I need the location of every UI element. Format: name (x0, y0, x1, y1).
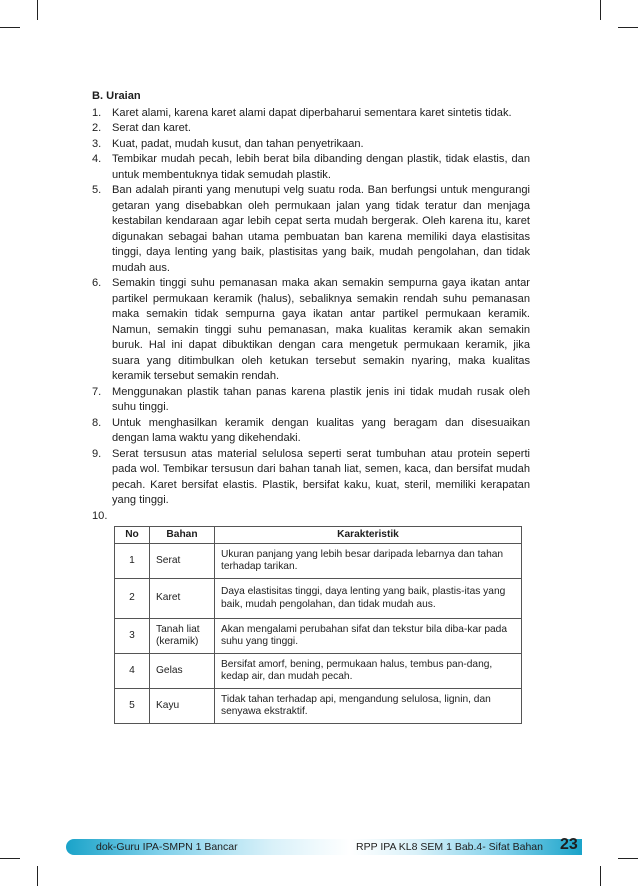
item-text: Tembikar mudah pecah, lebih berat bila dibanding dengan plastik, tidak elastis, dan untuk membentuknya tidak semudah plastik. (112, 153, 530, 181)
footer-chapter: RPP IPA KL8 SEM 1 Bab.4- Sifat Bahan (356, 841, 543, 853)
page-number: 23 (560, 836, 578, 853)
item-number: 2. (92, 122, 102, 134)
cell-karakteristik: Ukuran panjang yang lebih besar daripada lebarnya dan tahan terhadap tarikan. (215, 544, 522, 579)
header-no: No (115, 527, 150, 544)
cell-karakteristik: Tidak tahan terhadap api, mengandung selulosa, lignin, dan senyawa ekstraktif. (215, 689, 522, 724)
cell-bahan: Karet (150, 579, 215, 619)
item-number: 9. (92, 447, 102, 460)
cell-no: 4 (115, 654, 150, 689)
cell-bahan: Tanah liat (keramik) (150, 619, 215, 654)
item-number: 10. (92, 509, 108, 522)
item-text: Kuat, padat, mudah kusut, dan tahan penyetrikaan. (112, 137, 364, 150)
cell-karakteristik: Daya elastisitas tinggi, daya lenting yang baik, plastis-itas yang baik, mudah pengolahan, dan tidak mudah aus. (215, 579, 522, 619)
list-item (92, 276, 530, 385)
list-item-10 (92, 509, 530, 525)
cell-no: 1 (115, 544, 150, 579)
answer-key (92, 89, 530, 724)
cell-bahan: Gelas (150, 654, 215, 689)
crop-mark (0, 858, 20, 859)
header-bahan: Bahan (150, 527, 215, 544)
header-karakteristik: Karakteristik (215, 527, 522, 544)
crop-mark (0, 27, 20, 28)
cell-karakteristik: Akan mengalami perubahan sifat dan tekstur bila diba-kar pada suhu yang tinggi. (215, 619, 522, 654)
item-text: Menggunakan plastik tahan panas karena plastik jenis ini tidak mudah rusak oleh suhu tinggi. (112, 385, 530, 413)
cell-no: 2 (115, 579, 150, 619)
item-text: Ban adalah piranti yang menutupi velg suatu roda. Ban berfungsi untuk mengurangi getaran yang disebabkan oleh permukaan jalan yang tidak teratur dan menjaga kestabilan kendaraan agar lebih cepat serta mudah bergerak. Oleh karena itu, karet digunakan sebagai bahan utama pembuatan ban karena memiliki daya elastisitas tinggi, daya lenting yang baik, plastisitas yang baik, mudah pengolahan, dan tidak mudah aus. (112, 184, 530, 274)
crop-mark (618, 858, 638, 859)
list-item (92, 121, 530, 137)
item-number: 8. (92, 416, 102, 429)
crop-mark (37, 0, 38, 20)
table-row (115, 654, 522, 689)
item-text: Untuk menghasilkan keramik dengan kualitas yang beragam dan disesuaikan dengan lama waktu yang dikehendaki. (112, 416, 530, 444)
crop-mark (600, 866, 601, 886)
crop-mark (600, 0, 601, 20)
crop-mark (618, 27, 638, 28)
table-header-row (115, 527, 522, 544)
table-row (115, 689, 522, 724)
list-item (92, 416, 530, 447)
cell-no: 5 (115, 689, 150, 724)
section-title: B. Uraian (92, 90, 141, 102)
list-item (92, 137, 530, 153)
list-item (92, 106, 530, 122)
footer-source: dok-Guru IPA-SMPN 1 Bancar (96, 841, 238, 853)
list-item (92, 183, 530, 276)
table-row (115, 619, 522, 654)
item-text: Karet alami, karena karet alami dapat diperbaharui sementara karet sintetis tidak. (112, 106, 512, 119)
material-characteristics-table (114, 526, 522, 724)
item-number: 5. (92, 184, 102, 196)
cell-bahan: Serat (150, 544, 215, 579)
cell-karakteristik: Bersifat amorf, bening, permukaan halus, tembus pan-dang, kedap air, dan mudah pecah. (215, 654, 522, 689)
list-item (92, 152, 530, 183)
item-number: 6. (92, 277, 102, 289)
item-text: Semakin tinggi suhu pemanasan maka akan semakin sempurna gaya ikatan antar partikel permukaan keramik (halus), sebaliknya semakin rendah suhu pemanasan maka semakin tidak sempurna gaya ikatan antar partikel permukaan keramik. Namun, semakin tinggi suhu pemanasan, maka kualitas keramik akan semakin buruk. Hal ini dapat dibuktikan dengan cara mengetuk permukaan keramik, jika suara yang ditimbulkan oleh ketukan tersebut semakin nyaring, maka kualitas keramik tersebut semakin rendah. (112, 277, 530, 382)
item-number: 4. (92, 153, 102, 165)
cell-no: 3 (115, 619, 150, 654)
list-item (92, 385, 530, 416)
item-number: 3. (92, 137, 102, 150)
item-number: 7. (92, 385, 102, 398)
list-item (92, 447, 530, 509)
item-text: Serat dan karet. (112, 122, 191, 134)
table-row (115, 544, 522, 579)
cell-bahan: Kayu (150, 689, 215, 724)
table-row (115, 579, 522, 619)
crop-mark (37, 866, 38, 886)
item-text: Serat tersusun atas material selulosa seperti serat tumbuhan atau protein seperti pada wol. Tembikar tersusun dari bahan tanah liat, semen, kaca, dan bersifat mudah pecah. Karet bersifat elastis. Plastik, bersifat kaku, kuat, steril, memiliki kerapatan yang tinggi. (112, 447, 530, 506)
item-number: 1. (92, 106, 102, 119)
